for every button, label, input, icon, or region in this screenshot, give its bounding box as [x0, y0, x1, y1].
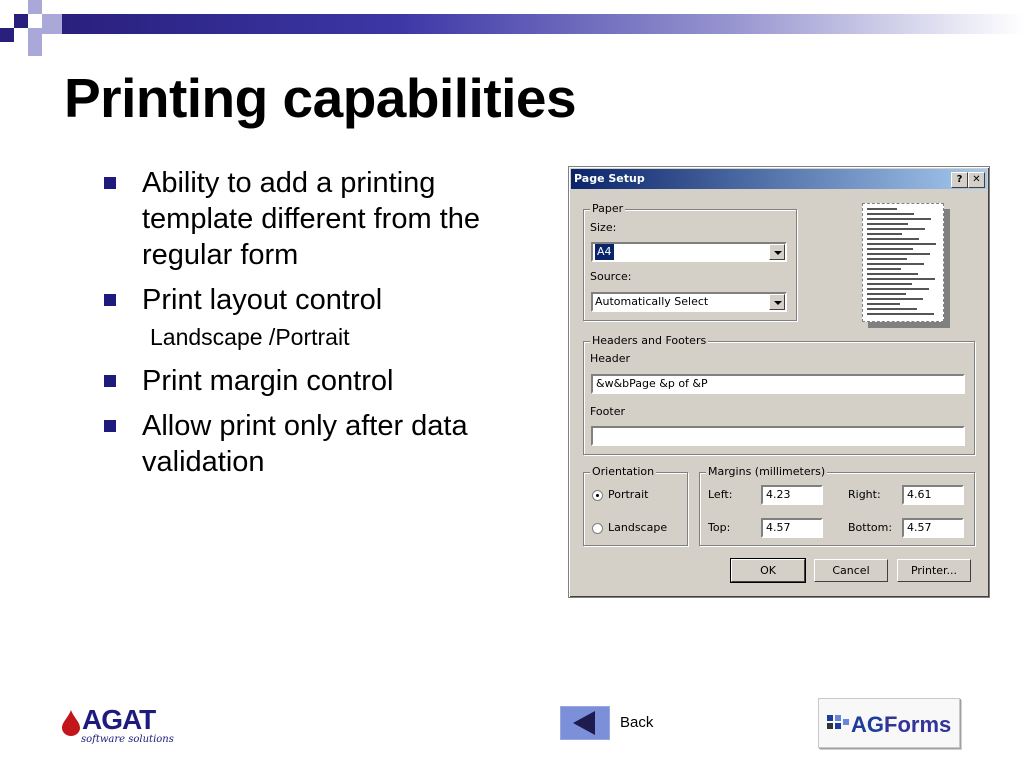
preview-line: [867, 253, 930, 255]
footer-label: Footer: [590, 405, 625, 418]
source-select[interactable]: Automatically Select: [591, 292, 787, 312]
preview-line: [867, 258, 907, 260]
headers-footers-legend: Headers and Footers: [592, 334, 707, 347]
preview-line: [867, 298, 923, 300]
preview-line: [867, 218, 931, 220]
footer-input[interactable]: [591, 426, 965, 446]
paper-legend: Paper: [592, 202, 624, 215]
preview-line: [867, 243, 936, 245]
orientation-legend: Orientation: [592, 465, 655, 478]
bottom-margin-label: Bottom:: [848, 521, 893, 534]
preview-line: [867, 268, 901, 270]
slide-title: Printing capabilities: [64, 67, 577, 129]
left-margin-label: Left:: [708, 488, 733, 501]
help-button[interactable]: ?: [951, 172, 968, 188]
bullet-item: Print margin control: [104, 363, 554, 399]
logo-square-icon: [835, 715, 841, 721]
agforms-logo: [818, 698, 960, 748]
right-margin-label: Right:: [848, 488, 881, 501]
agat-logo: [56, 704, 176, 748]
bottom-margin-input[interactable]: 4.57: [902, 518, 964, 538]
bullet-list: [104, 165, 554, 489]
logo-square-icon: [827, 715, 833, 721]
preview-line: [867, 308, 917, 310]
bullet-square-icon: [104, 294, 116, 306]
dialog-title: Page Setup: [574, 172, 645, 185]
preview-line: [867, 293, 906, 295]
page-setup-dialog: [568, 166, 990, 598]
margins-group: [699, 465, 975, 546]
preview-line: [867, 213, 914, 215]
preview-line: [867, 223, 908, 225]
preview-line: [867, 233, 902, 235]
sub-item: Landscape /Portrait: [150, 324, 350, 350]
landscape-label[interactable]: Landscape: [608, 521, 668, 534]
top-margin-label: Top:: [708, 521, 731, 534]
source-label: Source:: [590, 270, 632, 283]
chevron-down-icon[interactable]: [769, 244, 785, 260]
portrait-label[interactable]: Portrait: [608, 488, 649, 501]
size-select[interactable]: A4: [591, 242, 787, 262]
size-label: Size:: [590, 221, 617, 234]
drop-icon: [60, 708, 82, 736]
margins-legend: Margins (millimeters): [708, 465, 826, 478]
logo-square-icon: [843, 719, 849, 725]
back-label[interactable]: Back: [620, 714, 654, 731]
preview-line: [867, 238, 919, 240]
header-input[interactable]: &w&bPage &p of &P: [591, 374, 965, 394]
agat-tagline: software solutions: [81, 734, 174, 745]
landscape-radio[interactable]: [592, 523, 603, 534]
chevron-down-icon[interactable]: [769, 294, 785, 310]
ok-button[interactable]: OK: [731, 559, 805, 582]
preview-line: [867, 263, 924, 265]
preview-line: [867, 273, 918, 275]
preview-line: [867, 283, 912, 285]
agforms-text: AGForms: [851, 712, 952, 737]
close-button[interactable]: ✕: [968, 172, 985, 188]
preview-line: [867, 303, 900, 305]
back-button[interactable]: [560, 706, 610, 740]
header-bar: [62, 14, 1024, 34]
bullet-item: Allow print only after data validation: [104, 408, 554, 480]
header-label: Header: [590, 352, 631, 365]
preview-line: [867, 228, 925, 230]
orientation-group: [583, 465, 688, 546]
logo-square-icon: [835, 723, 841, 729]
printer-button[interactable]: Printer...: [897, 559, 971, 582]
bullet-square-icon: [104, 177, 116, 189]
page-preview: [862, 203, 944, 322]
preview-line: [867, 278, 935, 280]
cancel-button[interactable]: Cancel: [814, 559, 888, 582]
headers-footers-group: [583, 334, 975, 455]
left-margin-input[interactable]: 4.23: [761, 485, 823, 505]
top-margin-input[interactable]: 4.57: [761, 518, 823, 538]
logo-square-icon: [827, 723, 833, 729]
preview-line: [867, 248, 913, 250]
preview-line: [867, 313, 934, 315]
bullet-item: Ability to add a printing template different from the regular form: [104, 165, 554, 273]
right-margin-input[interactable]: 4.61: [902, 485, 964, 505]
paper-group: [583, 202, 797, 321]
bullet-square-icon: [104, 420, 116, 432]
preview-line: [867, 288, 929, 290]
portrait-radio[interactable]: [592, 490, 603, 501]
bullet-item: Print layout control: [104, 282, 554, 318]
preview-line: [867, 208, 897, 210]
dialog-titlebar: [571, 169, 987, 189]
agat-name: AGAT: [82, 704, 156, 735]
bullet-square-icon: [104, 375, 116, 387]
